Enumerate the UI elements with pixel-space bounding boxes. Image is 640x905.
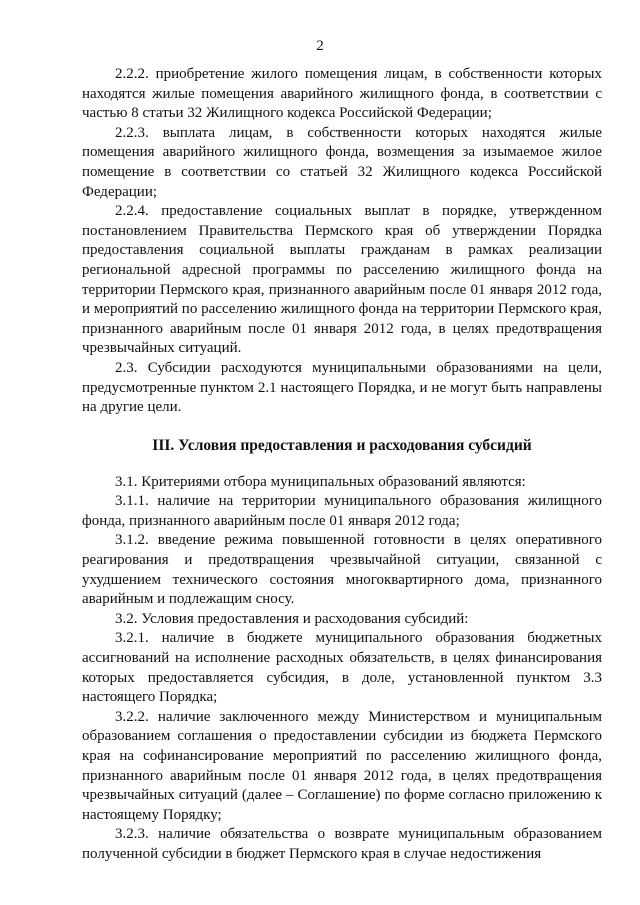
paragraph-2-2-3: 2.2.3. выплата лицам, в собственности которых находятся жилые помещения аварийного жилищного фонда, возмещения за изымаемое жилое помещение в соответствии со статьей 32 Жилищного кодекса Российской Федерации; (82, 124, 602, 200)
paragraph-2-3: 2.3. Субсидии расходуются муниципальными образованиями на цели, предусмотренные пунктом 2.1 настоящего Порядка, и не могут быть направлены на другие цели. (82, 359, 602, 416)
paragraph-2-2-2: 2.2.2. приобретение жилого помещения лицам, в собственности которых находятся жилые помещения аварийного жилищного фонда, в соответствии с частью 8 статьи 32 Жилищного кодекса Российской Федерации; (82, 66, 602, 122)
paragraph-2-2-4: 2.2.4. предоставление социальных выплат в порядке, утвержденном постановлением Правительства Пермского края об утверждении Порядка предоставления социальной выплаты гражданам в рамках реализации региональной адресной программы по расселению жилищного фонда на территории Пермского края, признанного аварийным после 01 января 2012 года, и мероприятий по расселению жилищного фонда на территории Пермского края, признанного аварийным после 01 января 2012 года, в целях предотвращения чрезвычайных ситуаций. (82, 203, 602, 357)
page-number: 2 (316, 38, 324, 54)
section-heading: III. Условия предоставления и расходования субсидий (152, 436, 532, 454)
paragraph-3-1-1: 3.1.1. наличие на территории муниципального образования жилищного фонда, признанного аварийным после 01 января 2012 года; (82, 493, 602, 529)
paragraph-3-2: 3.2. Условия предоставления и расходования субсидий: (115, 610, 469, 627)
paragraph-3-1-2: 3.1.2. введение режима повышенной готовности в целях оперативного реагирования и предотвращения чрезвычайной ситуации, связанной с ухудшением технического состояния многоквартирного дома, признанного аварийным и подлежащим сносу. (82, 532, 602, 608)
document-body (82, 65, 602, 865)
paragraph-3-1: 3.1. Критериями отбора муниципальных образований являются: (115, 473, 526, 490)
paragraph-3-2-2: 3.2.2. наличие заключенного между Министерством и муниципальным образованием соглашения о предоставлении субсидии из бюджета Пермского края на софинансирование мероприятий по расселению жилищного фонда, признанного аварийным после 01 января 2012 года, в целях предотвращения чрезвычайных ситуаций (далее – Соглашение) по форме согласно приложению к настоящему Порядку; (82, 708, 602, 823)
paragraph-3-2-1: 3.2.1. наличие в бюджете муниципального образования бюджетных ассигнований на исполнение расходных обязательств, в целях финансирования которых предоставляется субсидия, в доле, установленной пунктом 3.3 настоящего Порядка; (82, 630, 602, 706)
paragraph-3-2-3: 3.2.3. наличие обязательства о возврате муниципальным образованием полученной субсидии в бюджет Пермского края в случае недостижения (82, 826, 602, 862)
